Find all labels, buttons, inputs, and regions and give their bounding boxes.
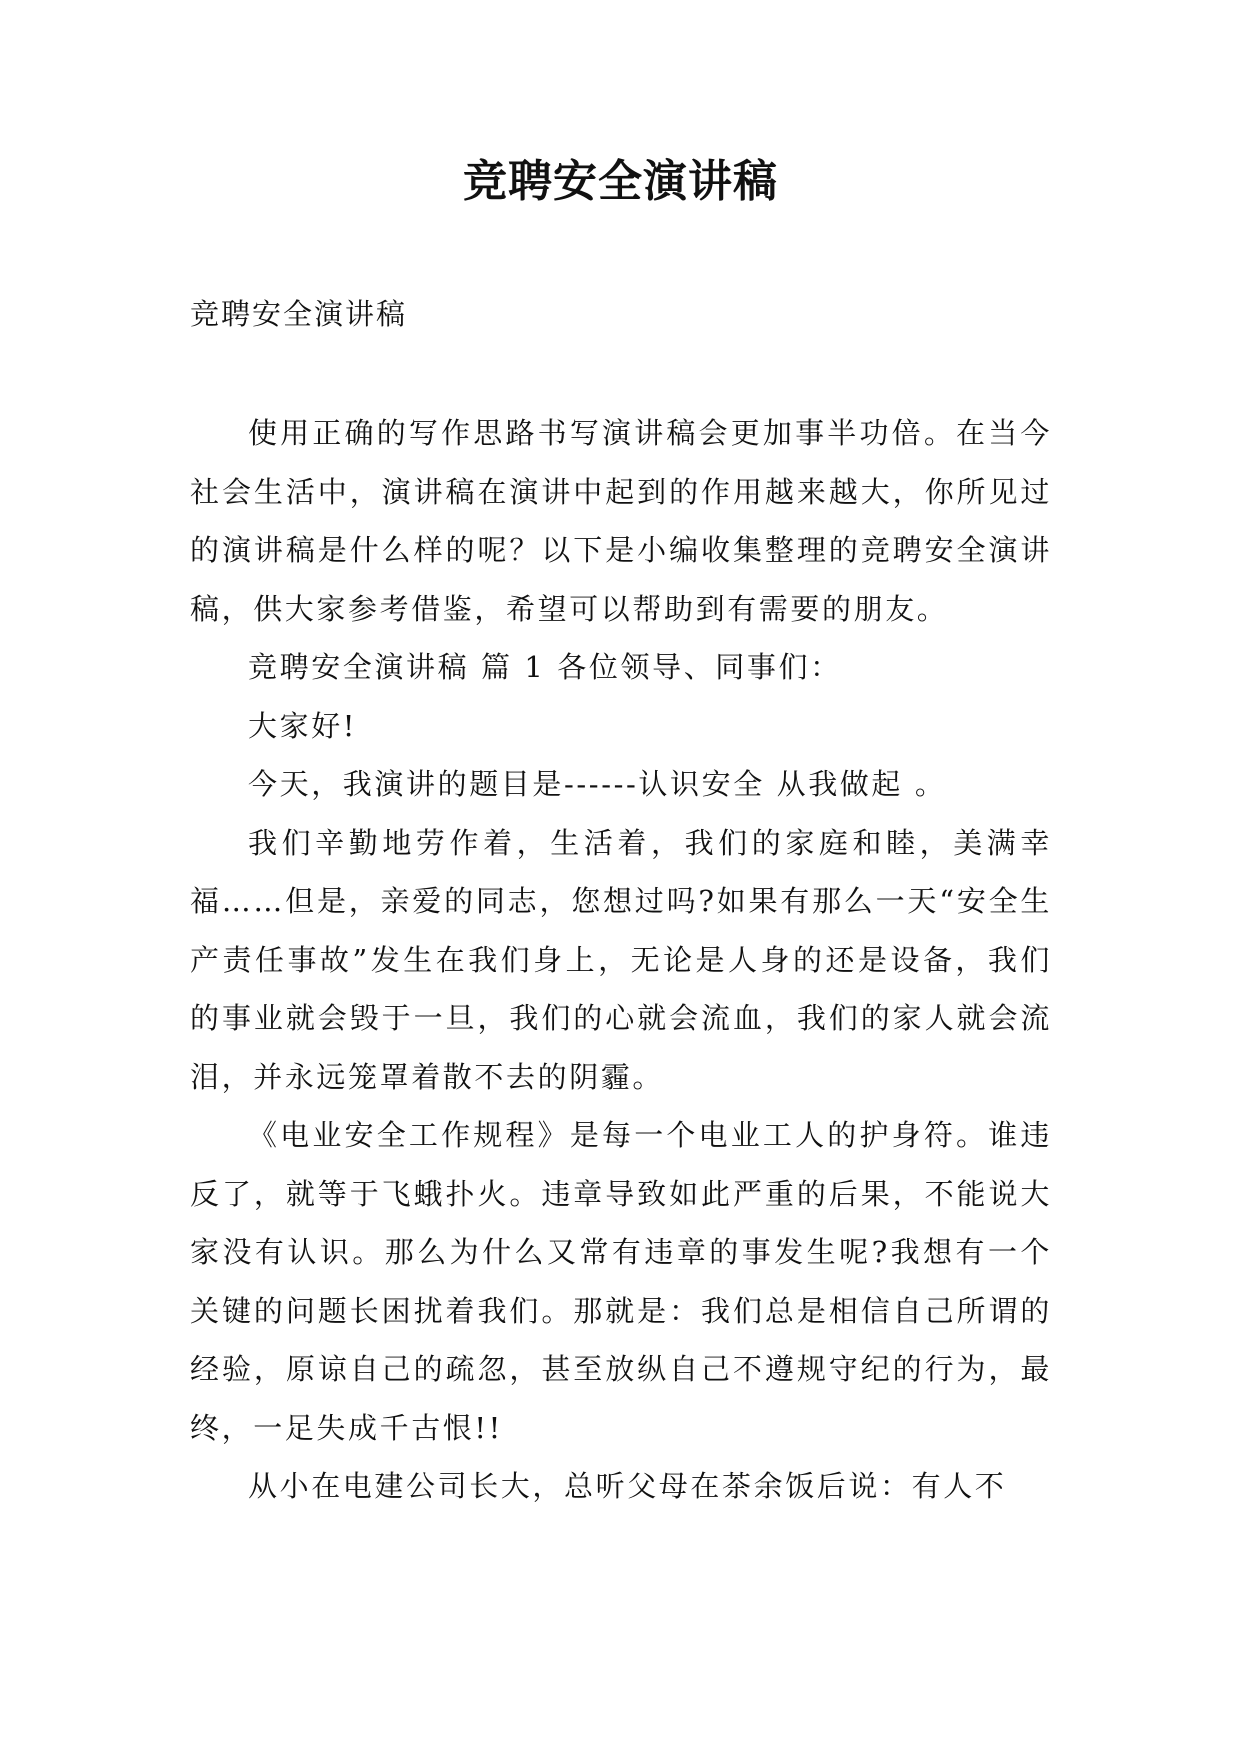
body-paragraph: 《电业安全工作规程》是每一个电业工人的护身符。谁违反了，就等于飞蛾扑火。违章导致如此严重的后果，不能说大家没有认识。那么为什么又常有违章的事发生呢?我想有一个关键的问题长困扰着我们。那就是：我们总是相信自己所谓的经验，原谅自己的疏忽，甚至放纵自己不遵规守纪的行为，最终，一足失成千古恨!! xyxy=(190,1118,1052,1445)
body-paragraph: 我们辛勤地劳作着，生活着，我们的家庭和睦，美满幸福……但是，亲爱的同志，您想过吗?如果有那么一天“安全生产责任事故”发生在我们身上，无论是人身的还是设备，我们的事业就会毁于一旦，我们的心就会流血，我们的家人就会流泪，并永远笼罩着散不去的阴霾。 xyxy=(190,825,1052,1094)
speech-heading-paragraph: 竞聘安全演讲稿 篇 1 各位领导、同事们： xyxy=(248,650,842,684)
document-subtitle: 竞聘安全演讲稿 xyxy=(190,297,408,331)
topic-paragraph: 今天，我演讲的题目是------认识安全 从我做起 。 xyxy=(248,767,947,801)
intro-paragraph: 使用正确的写作思路书写演讲稿会更加事半功倍。在当今社会生活中，演讲稿在演讲中起到的作用越来越大，你所见过的演讲稿是什么样的呢？以下是小编收集整理的竞聘安全演讲稿，供大家参考借鉴，希望可以帮助到有需要的朋友。 xyxy=(190,416,1052,626)
body-paragraph: 从小在电建公司长大，总听父母在茶余饭后说：有人不 xyxy=(248,1469,1007,1503)
document-title: 竞聘安全演讲稿 xyxy=(463,156,778,207)
greeting-paragraph: 大家好! xyxy=(248,708,358,743)
document-body xyxy=(190,404,1052,1516)
